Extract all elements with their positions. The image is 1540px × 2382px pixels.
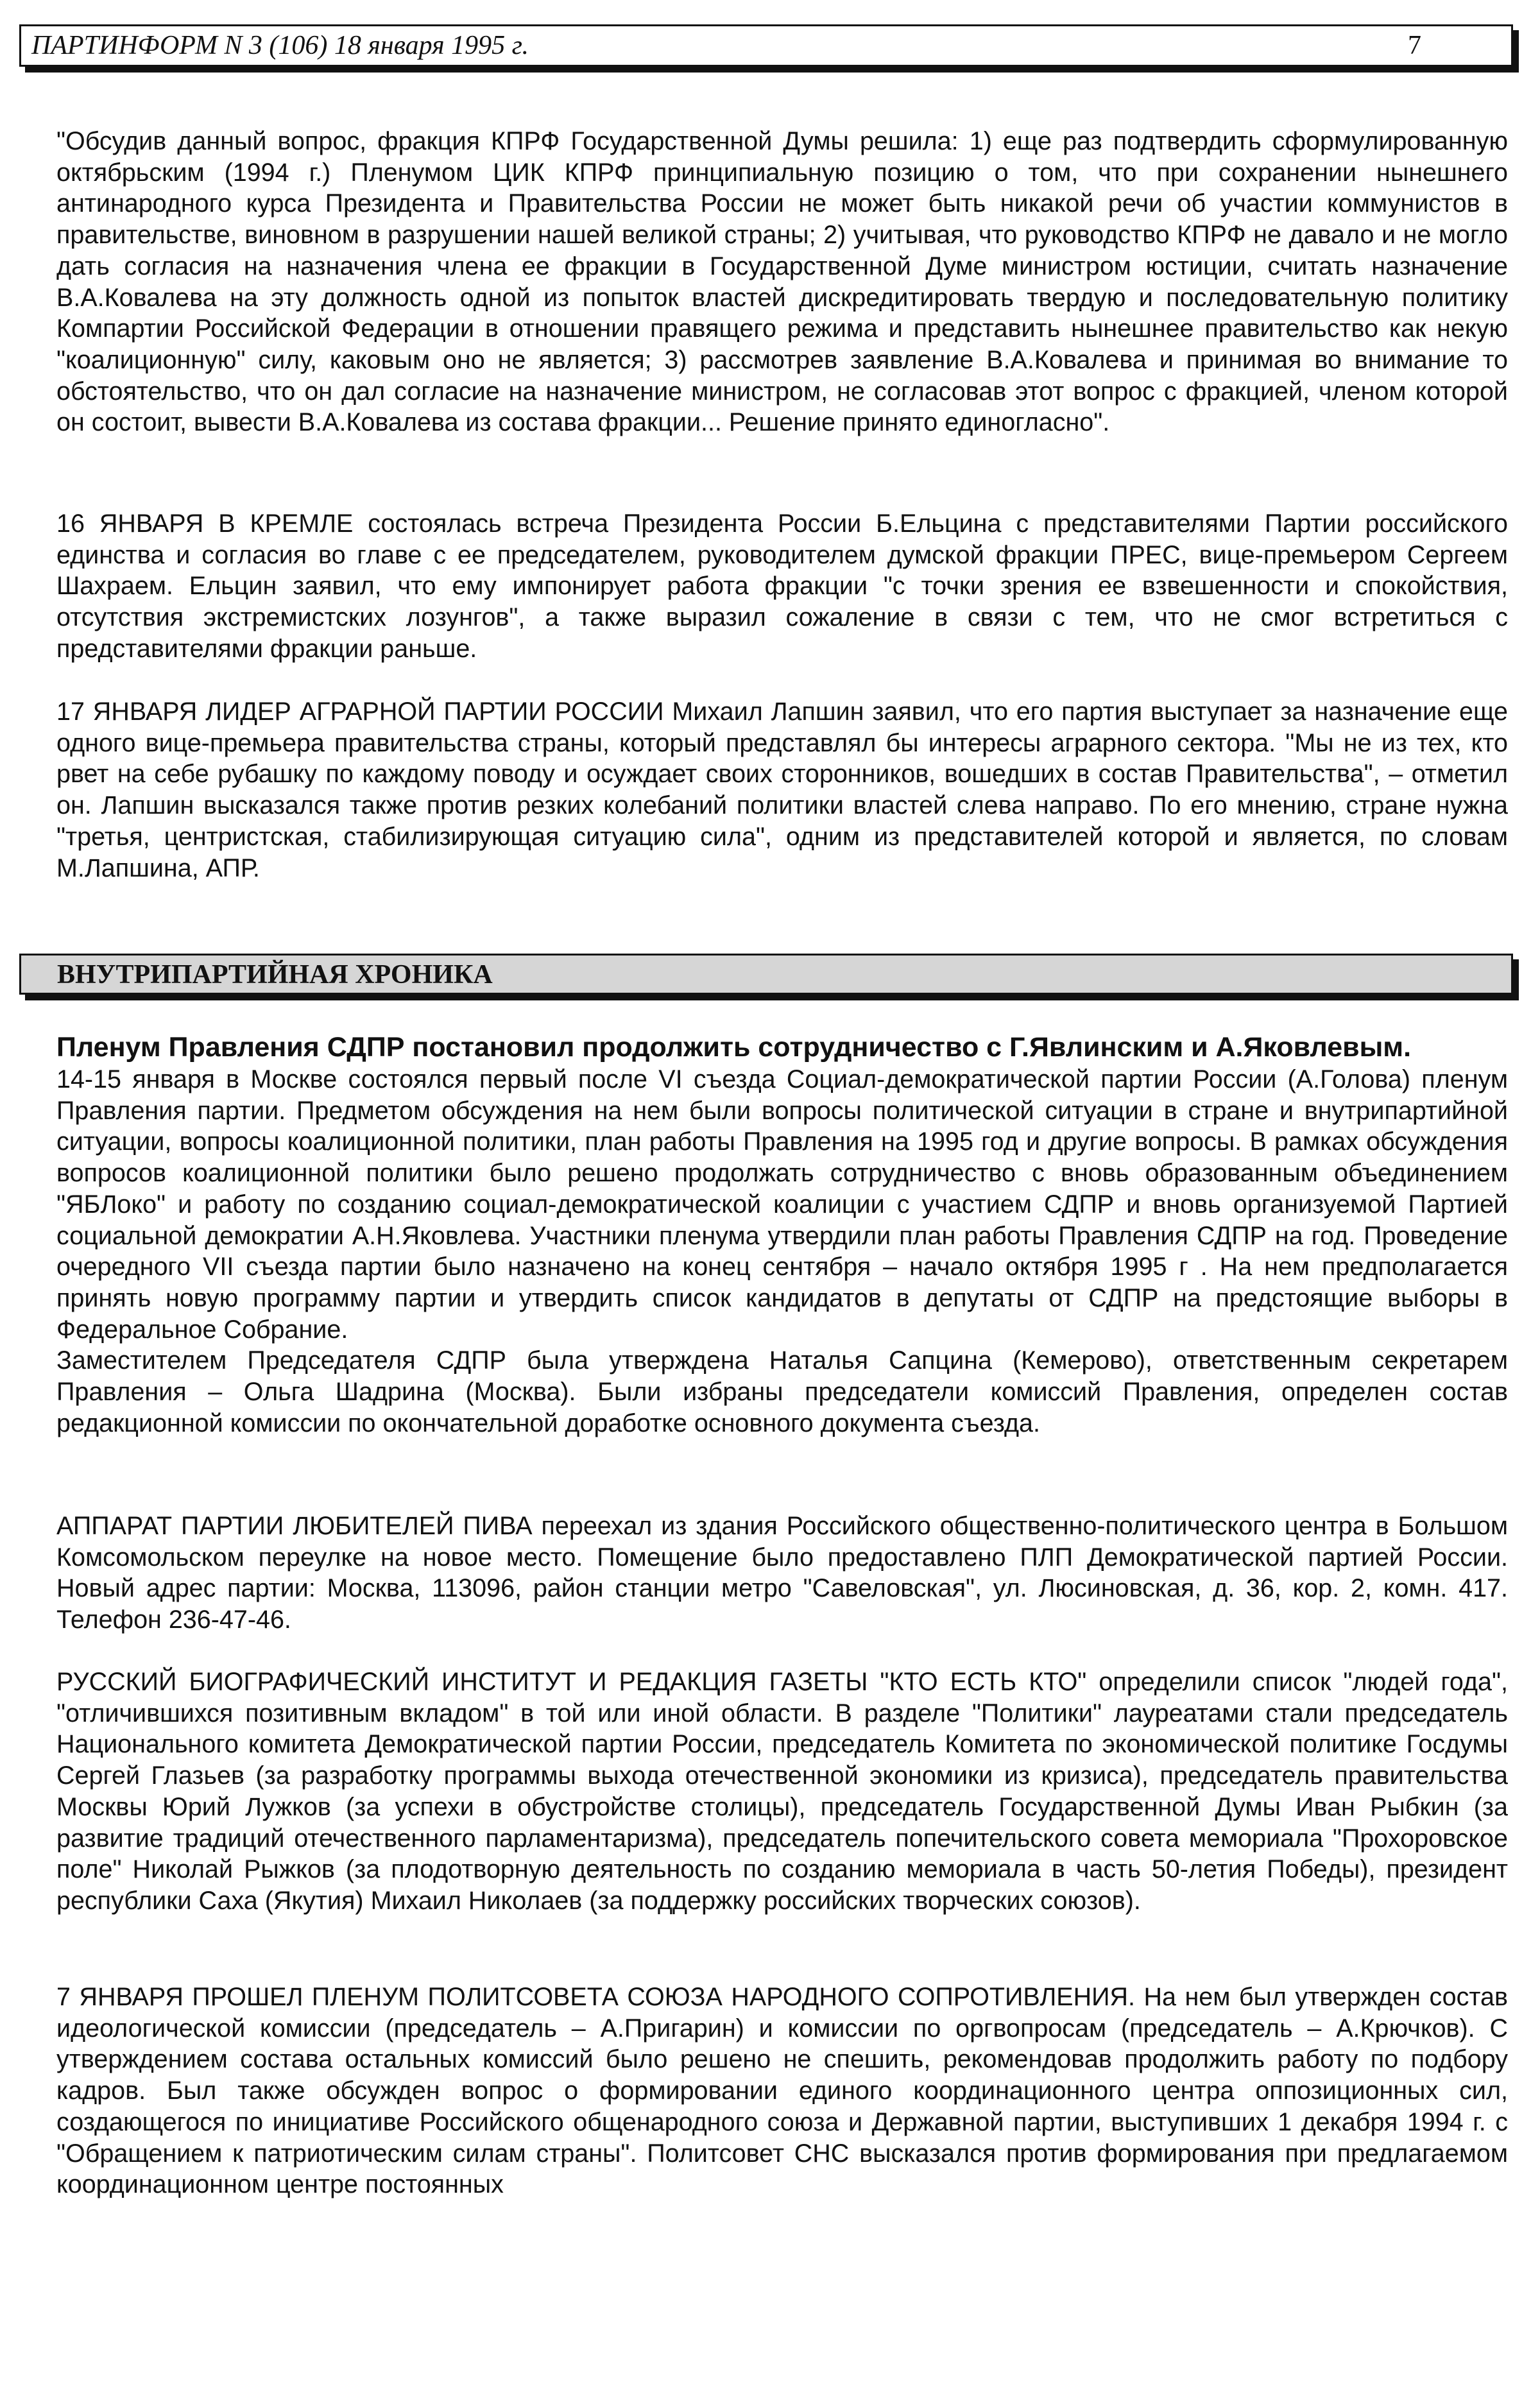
article-block-top: [56, 126, 1508, 438]
article-block-sdpr: [56, 1031, 1508, 1439]
paragraph-kprf-statement: "Обсудив данный вопрос, фракция КПРФ Государственной Думы решила: 1) еще раз подтвердить сформулированную октябрьским (1994 г.) Пленумом ЦИК КПРФ принципиальную позицию о том, что при сохранении нынешнего антинародного курса Президента и Правительства России не может быть никакой речи об участии коммунистов в правительстве, виновном в разрушении нашей великой страны; 2) учитывая, что руководство КПРФ не давало и не могло дать согласия на назначения члена ее фракции в Государственной Думе министром юстиции, считать назначение В.А.Ковалева на эту должность одной из попыток властей дискредитировать твердую и последовательную политику Компартии Российской Федерации в отношении правящего режима и представить нынешнее правительство как некую "коалиционную" силу, каковым оно не является; 3) рассмотрев заявление В.А.Ковалева и принимая во внимание то обстоятельство, что он дал согласие на назначение министром, не согласовав этот вопрос с фракцией, членом которой он состоит, вывести В.А.Ковалева из состава фракции... Решение принято единогласно".: [56, 127, 1508, 437]
paragraph-biographical-institute: РУССКИЙ БИОГРАФИЧЕСКИЙ ИНСТИТУТ И РЕДАКЦИЯ ГАЗЕТЫ "КТО ЕСТЬ КТО" определили список "людей года", "отличившихся позитивным вкладом" в той или иной области. В разделе "Политики" лауреатами стали председатель Национального комитета Демократической партии России, председатель Комитета по экономической политике Госдумы Сергей Глазьев (за разработку программы выхода отечественной экономики из кризиса), председатель правительства Москвы Юрий Лужков (за успехи в обустройстве столицы), председатель Государственной Думы Иван Рыбкин (за развитие традиций отечественного парламентаризма), председатель попечительского совета мемориала "Прохоровское поле" Николай Рыжков (за плодотворную деятельность по созданию мемориала в часть 50-летия Победы), президент республики Саха (Якутия) Михаил Николаев (за поддержку российских творческих союзов).: [56, 1668, 1508, 1915]
paragraph-sdpr-deputy: Заместителем Председателя СДПР была утверждена Наталья Сапцина (Кемерово), ответственным секретарем Правления – Ольга Шадрина (Москва). Были избраны председатели комиссий Правления, определен состав редакционной комиссии по окончательной доработке основного документа съезда.: [56, 1346, 1508, 1437]
page-number: 7: [1408, 31, 1421, 60]
article-block-kremlin: [56, 508, 1508, 665]
section-title: ВНУТРИПАРТИЙНАЯ ХРОНИКА: [57, 960, 493, 990]
publication-title: ПАРТИНФОРМ N 3 (106) 18 января 1995 г.: [31, 31, 529, 60]
article-block-sns: [56, 1982, 1508, 2200]
paragraph-kremlin-meeting: 16 ЯНВАРЯ В КРЕМЛЕ состоялась встреча Президента России Б.Ельцина с представителями Партии российского единства и согласия во главе с ее председателем, руководителем думской фракции ПРЕС, вице-премьером Сергеем Шахраем. Ельцин заявил, что ему импонирует работа фракции "с точки зрения ее взвешенности и спокойствия, отсутствия экстремистских лозунгов", а также выразил сожаление в связи с тем, что не смог встретиться с представителями фракции раньше.: [56, 510, 1508, 663]
section-heading-bar: [19, 954, 1513, 995]
lead-headline: Пленум Правления СДПР постановил продолжить сотрудничество с Г.Явлинским и А.Яковлевым.: [56, 1032, 1412, 1063]
article-block-agrarian: [56, 696, 1508, 884]
paragraph-beer-party: АППАРАТ ПАРТИИ ЛЮБИТЕЛЕЙ ПИВА переехал из здания Российского общественно-политического центра в Большом Комсомольском переулке на новое место. Помещение было предоставлено ПЛП Демократической партией России. Новый адрес партии: Москва, 113096, район станции метро "Савеловская", ул. Люсиновская, д. 36, кор. 2, комн. 417. Телефон 236-47-46.: [56, 1512, 1508, 1634]
paragraph-sns-plenum: 7 ЯНВАРЯ ПРОШЕЛ ПЛЕНУМ ПОЛИТСОВЕТА СОЮЗА НАРОДНОГО СОПРОТИВЛЕНИЯ. На нем был утвержден состав идеологической комиссии (председатель – А.Пригарин) и комиссии по оргвопросам (председатель – А.Крючков). С утверждением состава остальных комиссий было решено не спешить, рекомендовав продолжить работу по подбору кадров. Был также обсужден вопрос о формировании единого координационного центра оппозиционных сил, создающегося по инициативе Российского общенародного союза и Державной партии, выступивших 1 декабря 1994 г. с "Обращением к патриотическим силам страны". Политсовет СНС высказался против формирования при предлагаемом координационном центре постоянных: [56, 1983, 1508, 2199]
running-header: [19, 24, 1513, 67]
article-block-beer-party: [56, 1511, 1508, 1636]
paragraph-agrarian-party: 17 ЯНВАРЯ ЛИДЕР АГРАРНОЙ ПАРТИИ РОССИИ Михаил Лапшин заявил, что его партия выступает за назначение еще одного вице-премьера правительства страны, который представлял бы интересы аграрного сектора. "Мы не из тех, кто рвет на себе рубашку по каждому поводу и осуждает своих сторонников, вошедших в состав Правительства", – отметил он. Лапшин высказался также против резких колебаний политики властей слева направо. По его мнению, стране нужна "третья, центристская, стабилизирующая ситуацию сила", одним из представителей которой и является, по словам М.Лапшина, АПР.: [56, 698, 1508, 882]
article-block-biographical: [56, 1667, 1508, 1917]
paragraph-sdpr-plenum: 14-15 января в Москве состоялся первый после VI съезда Социал-демократической партии России (А.Голова) пленум Правления партии. Предметом обсуждения на нем были вопросы политической ситуации в стране и внутрипартийной ситуации, вопросы коалиционной политики, план работы Правления на 1995 год и другие вопросы. В рамках обсуждения вопросов коалиционной политики было решено продолжать сотрудничество с вновь образованным объединением "ЯБЛоко" и работу по созданию социал-демократической коалиции с участием СДПР и вновь организуемой Партией социальной демократии А.Н.Яковлева. Участники пленума утвердили план работы Правления СДПР на год. Проведение очередного VII съезда партии было назначено на конец сентября – начало октября 1995 г . На нем предполагается принять новую программу партии и утвердить список кандидатов в депутаты от СДПР на предстоящие выборы в Федеральное Собрание.: [56, 1065, 1508, 1344]
